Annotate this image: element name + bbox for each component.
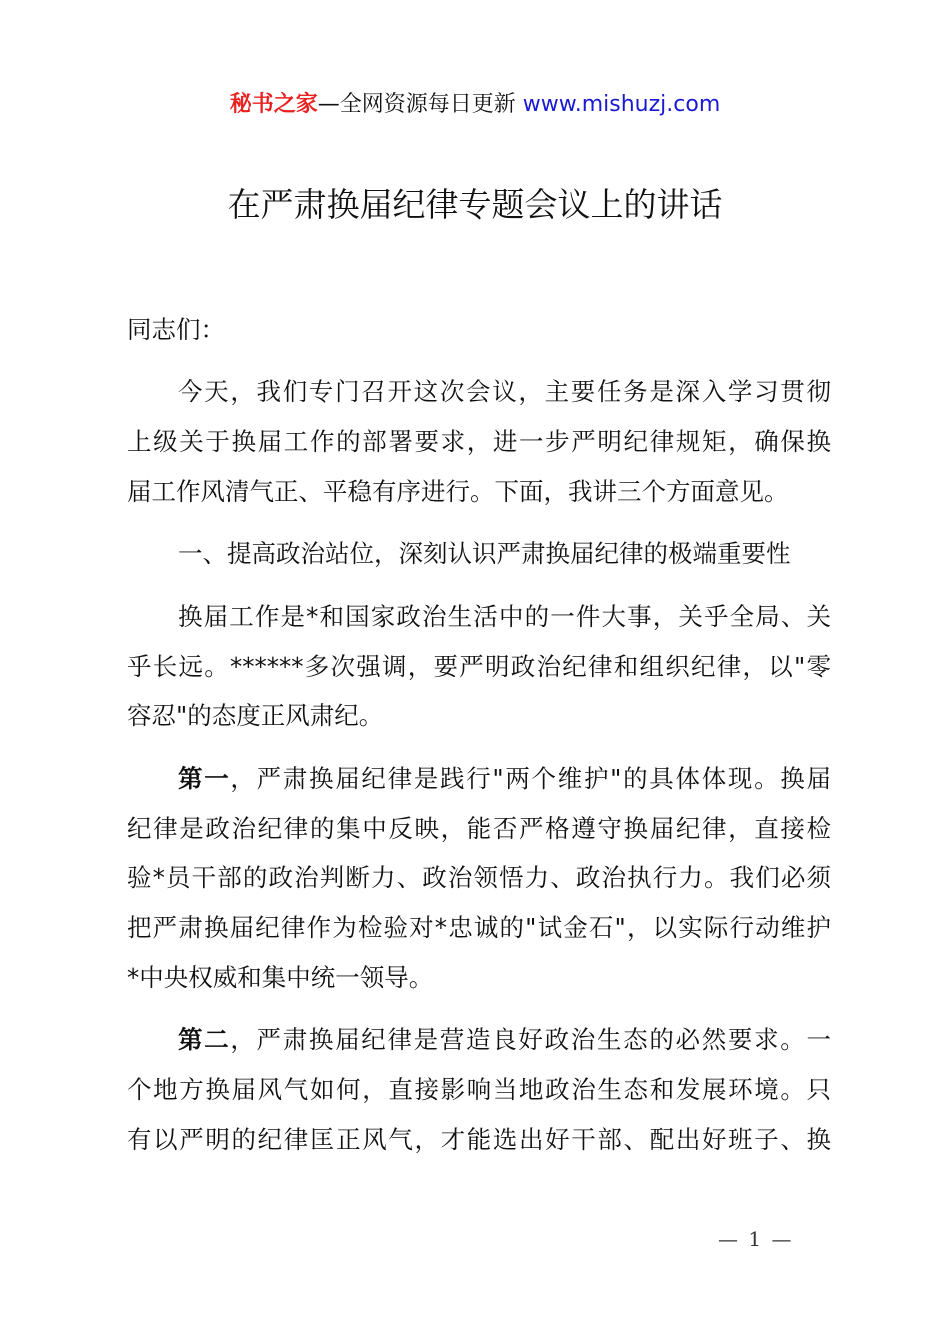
text-line: 个地方换届风气如何，直接影响当地政治生态和发展环境。只 [127, 1075, 831, 1105]
header-slogan: —全网资源每日更新 [317, 92, 523, 117]
brand-name: 秘书之家 [229, 92, 318, 117]
text-line: 上级关于换届工作的部署要求，进一步严明纪律规矩，确保换 [127, 427, 831, 457]
text-line: 一、提高政治站位，深刻认识严肃换届纪律的极端重要性 [178, 539, 791, 569]
text-line: 把严肃换届纪律作为检验对*忠诚的"试金石"，以实际行动维护 [127, 913, 831, 943]
paragraph-first [127, 754, 831, 1003]
paragraph-second [127, 1015, 831, 1164]
text-line: 验*员干部的政治判断力、政治领悟力、政治执行力。我们必须 [127, 863, 831, 893]
section-heading [127, 529, 831, 579]
page-number: — 1 — [718, 1227, 794, 1251]
text-line: 换届工作是*和国家政治生活中的一件大事，关乎全局、关 [178, 601, 831, 631]
text-line [127, 1015, 831, 1065]
text-line: 乎长远。******多次强调，要严明政治纪律和组织纪律，以"零 [127, 651, 831, 681]
text-line: *中央权威和集中统一领导。 [127, 962, 434, 992]
text-line: 容忍"的态度正风肃纪。 [127, 701, 384, 731]
line-text: ，严肃换届纪律是营造良好政治生态的必然要求。一 [230, 1025, 831, 1055]
line-text: ，严肃换届纪律是践行"两个维护"的具体体现。换届 [230, 763, 831, 793]
document-body [127, 305, 831, 1177]
text-line: 纪律是政治纪律的集中反映，能否严格遵守换届纪律，直接检 [127, 813, 831, 843]
site-url[interactable]: www.mishuzj.com [522, 92, 721, 117]
text-line [127, 754, 831, 804]
lead-word: 第一 [178, 763, 231, 793]
paragraph-importance [127, 592, 831, 741]
paragraph-intro [127, 367, 831, 516]
site-header [0, 88, 950, 122]
document-title: 在严肃换届纪律专题会议上的讲话 [227, 185, 723, 224]
text-line: 今天，我们专门召开这次会议，主要任务是深入学习贯彻 [178, 377, 831, 407]
text-line: 有以严明的纪律匡正风气，才能选出好干部、配出好班子、换 [127, 1124, 831, 1154]
lead-word: 第二 [178, 1025, 231, 1055]
text-line: 届工作风清气正、平稳有序进行。下面，我讲三个方面意见。 [127, 476, 789, 506]
text-line: 同志们： [127, 315, 225, 344]
salutation [127, 305, 831, 355]
